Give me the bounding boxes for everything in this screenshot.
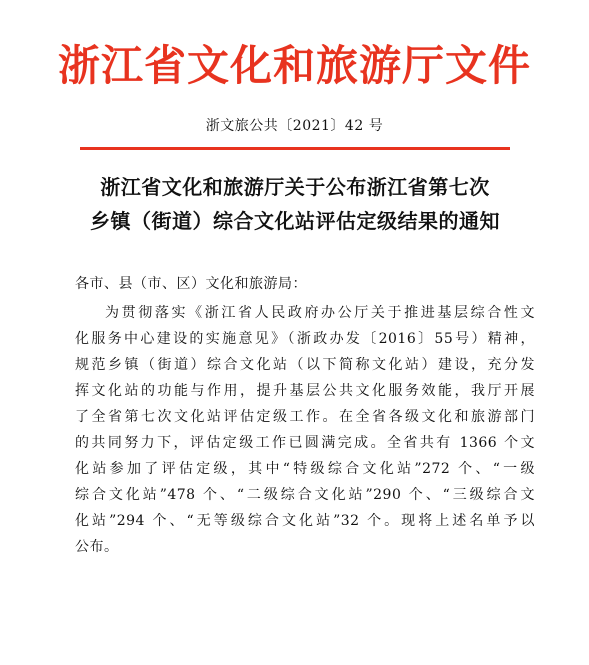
body-line: 化站”294 个、“无等级综合文化站”32 个。现将上述名单予以 (75, 513, 535, 529)
body-line: 规范乡镇（街道）综合文化站（以下简称文化站）建设，充分发 (75, 357, 535, 373)
body-paragraph (75, 300, 535, 560)
document-title-line-2: 乡镇（街道）综合文化站评估定级结果的通知 (90, 209, 500, 233)
body-line: 公布。 (75, 539, 119, 555)
red-divider-line (80, 147, 510, 150)
body-line: 化站参加了评估定级，其中“特级综合文化站”272 个、“一级 (75, 461, 535, 477)
body-line: 挥文化站的功能与作用，提升基层公共文化服务效能，我厅开展 (75, 383, 535, 399)
body-line: 的共同努力下，评估定级工作已圆满完成。全省共有 1366 个文 (75, 435, 535, 451)
agency-header-title: 浙江省文化和旅游厅文件 (57, 41, 531, 90)
salutation: 各市、县（市、区）文化和旅游局： (75, 276, 307, 292)
body-line: 了全省第七次文化站评估定级工作。在全省各级文化和旅游部门 (75, 409, 535, 425)
document-title (60, 170, 530, 238)
document-number: 浙文旅公共〔2021〕42 号 (205, 118, 384, 134)
body-line: 化服务中心建设的实施意见》（浙政办发〔2016〕55号）精神， (75, 331, 535, 347)
body-line: 为贯彻落实《浙江省人民政府办公厅关于推进基层综合性文 (105, 305, 535, 321)
document-title-line-1: 浙江省文化和旅游厅关于公布浙江省第七次 (100, 175, 490, 199)
body-line: 综合文化站”478 个、“二级综合文化站”290 个、“三级综合文 (75, 487, 535, 503)
